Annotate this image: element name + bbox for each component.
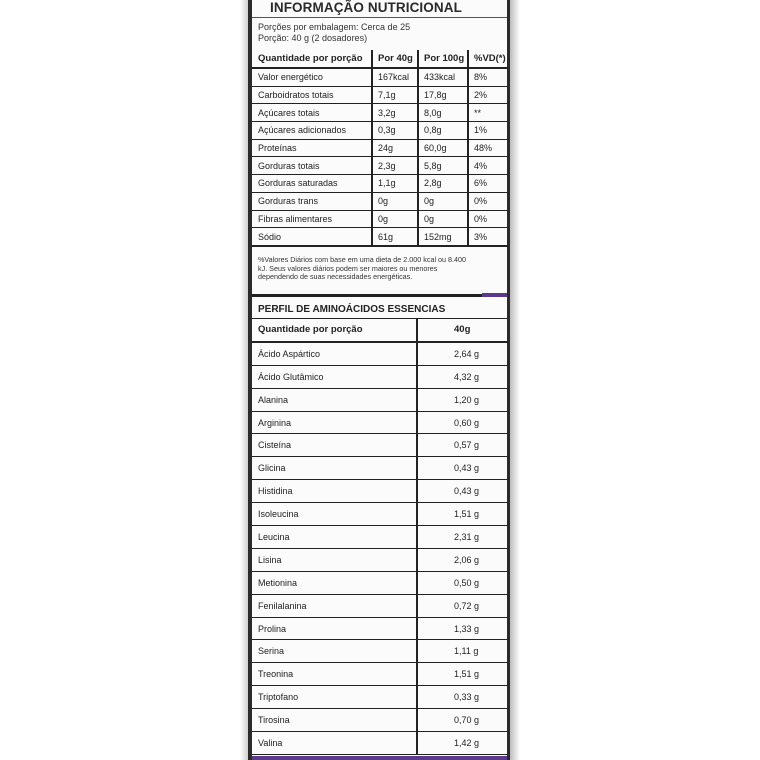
nutrition-header-cell: Por 40g [372, 50, 418, 68]
amino-value: 1,51 g [417, 503, 508, 526]
nutrition-value: 6% [468, 175, 508, 193]
nutrient-name: Sódio [252, 228, 372, 246]
nutrition-value: 48% [468, 139, 508, 157]
nutrition-header-cell: %VD(*) [468, 50, 508, 68]
nutrition-value: 3,2g [372, 104, 418, 122]
nutrition-value: 1,1g [372, 175, 418, 193]
bottom-purple-band [252, 756, 507, 760]
nutrition-value: 0g [372, 210, 418, 228]
serving-size: Porção: 40 g (2 dosadores) [258, 33, 368, 43]
amino-header-cell: 40g [417, 319, 508, 342]
nutrition-value: 0% [468, 192, 508, 210]
amino-value: 0,43 g [417, 480, 508, 503]
nutrition-value: 61g [372, 228, 418, 246]
amino-value: 0,43 g [417, 457, 508, 480]
nutrition-value: 24g [372, 139, 418, 157]
amino-value: 1,42 g [417, 732, 508, 755]
amino-name: Alanina [252, 388, 417, 411]
amino-value: 0,57 g [417, 434, 508, 457]
amino-name: Glicina [252, 457, 417, 480]
amino-name: Arginina [252, 411, 417, 434]
amino-value: 0,50 g [417, 571, 508, 594]
amino-name: Serina [252, 640, 417, 663]
amino-name: Valina [252, 732, 417, 755]
nutrition-value: 7,1g [372, 86, 418, 104]
nutrition-value: 60,0g [418, 139, 468, 157]
amino-value: 1,11 g [417, 640, 508, 663]
amino-header-cell: Quantidade por porção [252, 319, 417, 342]
nutrition-value: 0% [468, 210, 508, 228]
amino-name: Cisteína [252, 434, 417, 457]
nutrition-value: 2,3g [372, 157, 418, 175]
amino-row [252, 503, 508, 526]
nutrition-row [252, 192, 508, 210]
title-divider [252, 17, 507, 18]
nutrition-row [252, 68, 508, 86]
nutrition-value: 0g [418, 192, 468, 210]
daily-values-footnote: %Valores Diários com base em uma dieta de 2.000 kcal ou 8.400 kJ. Seus valores diários podem ser maiores ou menores dependendo de suas necessidades energéticas. [258, 255, 467, 282]
nutrition-value: 152mg [418, 228, 468, 246]
nutrient-name: Açúcares adicionados [252, 122, 372, 140]
amino-value: 2,64 g [417, 342, 508, 365]
nutrition-value: 3% [468, 228, 508, 246]
amino-row [252, 480, 508, 503]
amino-value: 0,33 g [417, 686, 508, 709]
amino-name: Histidina [252, 480, 417, 503]
nutrient-name: Gorduras trans [252, 192, 372, 210]
amino-name: Ácido Aspártico [252, 342, 417, 365]
amino-value: 0,72 g [417, 594, 508, 617]
nutrient-name: Carboidratos totais [252, 86, 372, 104]
amino-name: Prolina [252, 617, 417, 640]
amino-value: 2,31 g [417, 526, 508, 549]
amino-row [252, 365, 508, 388]
nutrient-name: Valor energético [252, 68, 372, 86]
amino-value: 0,60 g [417, 411, 508, 434]
amino-row [252, 457, 508, 480]
amino-row [252, 411, 508, 434]
nutrition-value: 4% [468, 157, 508, 175]
nutrition-value: 2% [468, 86, 508, 104]
nutrition-header-cell: Por 100g [418, 50, 468, 68]
nutrition-label [248, 0, 510, 760]
nutrition-value: 0g [372, 192, 418, 210]
amino-name: Lisina [252, 548, 417, 571]
nutrient-name: Gorduras totais [252, 157, 372, 175]
nutrition-value: 5,8g [418, 157, 468, 175]
amino-row [252, 571, 508, 594]
amino-name: Metionina [252, 571, 417, 594]
amino-row [252, 526, 508, 549]
amino-value: 2,06 g [417, 548, 508, 571]
amino-name: Tirosina [252, 709, 417, 732]
nutrition-value: 2,8g [418, 175, 468, 193]
amino-value: 1,33 g [417, 617, 508, 640]
amino-row [252, 686, 508, 709]
amino-value: 1,20 g [417, 388, 508, 411]
section-divider [252, 294, 507, 297]
amino-row [252, 342, 508, 365]
nutrient-name: Proteínas [252, 139, 372, 157]
amino-title: PERFIL DE AMINOÁCIDOS ESSENCIAS [258, 304, 446, 315]
amino-row [252, 732, 508, 755]
nutrition-value: 8% [468, 68, 508, 86]
package-shadow-right [510, 0, 520, 760]
nutrition-row [252, 210, 508, 228]
nutrition-row [252, 122, 508, 140]
nutrition-header-cell: Quantidade por porção [252, 50, 372, 68]
amino-name: Isoleucina [252, 503, 417, 526]
amino-table [252, 319, 508, 755]
nutrition-value: ** [468, 104, 508, 122]
amino-row [252, 388, 508, 411]
amino-name: Leucina [252, 526, 417, 549]
amino-row [252, 709, 508, 732]
amino-header-row [252, 319, 508, 342]
nutrition-row [252, 175, 508, 193]
nutrition-row [252, 228, 508, 246]
nutrition-row [252, 139, 508, 157]
amino-name: Treonina [252, 663, 417, 686]
nutrition-table [252, 50, 508, 247]
amino-row [252, 434, 508, 457]
nutrition-value: 0,8g [418, 122, 468, 140]
nutrition-value: 1% [468, 122, 508, 140]
nutrition-value: 8,0g [418, 104, 468, 122]
nutrition-row [252, 157, 508, 175]
amino-value: 1,51 g [417, 663, 508, 686]
servings-per-package: Porções por embalagem: Cerca de 25 [258, 22, 411, 32]
purple-accent [482, 293, 507, 297]
nutrition-row [252, 104, 508, 122]
amino-row [252, 640, 508, 663]
nutrient-name: Fibras alimentares [252, 210, 372, 228]
nutrition-value: 17,8g [418, 86, 468, 104]
nutrient-name: Açúcares totais [252, 104, 372, 122]
nutrient-name: Gorduras saturadas [252, 175, 372, 193]
amino-name: Triptofano [252, 686, 417, 709]
amino-value: 4,32 g [417, 365, 508, 388]
nutrition-value: 0,3g [372, 122, 418, 140]
package-shadow-left [240, 0, 248, 760]
amino-name: Fenilalanina [252, 594, 417, 617]
nutrition-header-row [252, 50, 508, 68]
amino-row [252, 594, 508, 617]
nutrition-row [252, 86, 508, 104]
amino-row [252, 548, 508, 571]
amino-name: Ácido Glutâmico [252, 365, 417, 388]
nutrition-value: 167kcal [372, 68, 418, 86]
amino-row [252, 617, 508, 640]
nutrition-value: 433kcal [418, 68, 468, 86]
amino-value: 0,70 g [417, 709, 508, 732]
nutrition-value: 0g [418, 210, 468, 228]
amino-row [252, 663, 508, 686]
nutrition-title: INFORMAÇÃO NUTRICIONAL [270, 0, 462, 15]
